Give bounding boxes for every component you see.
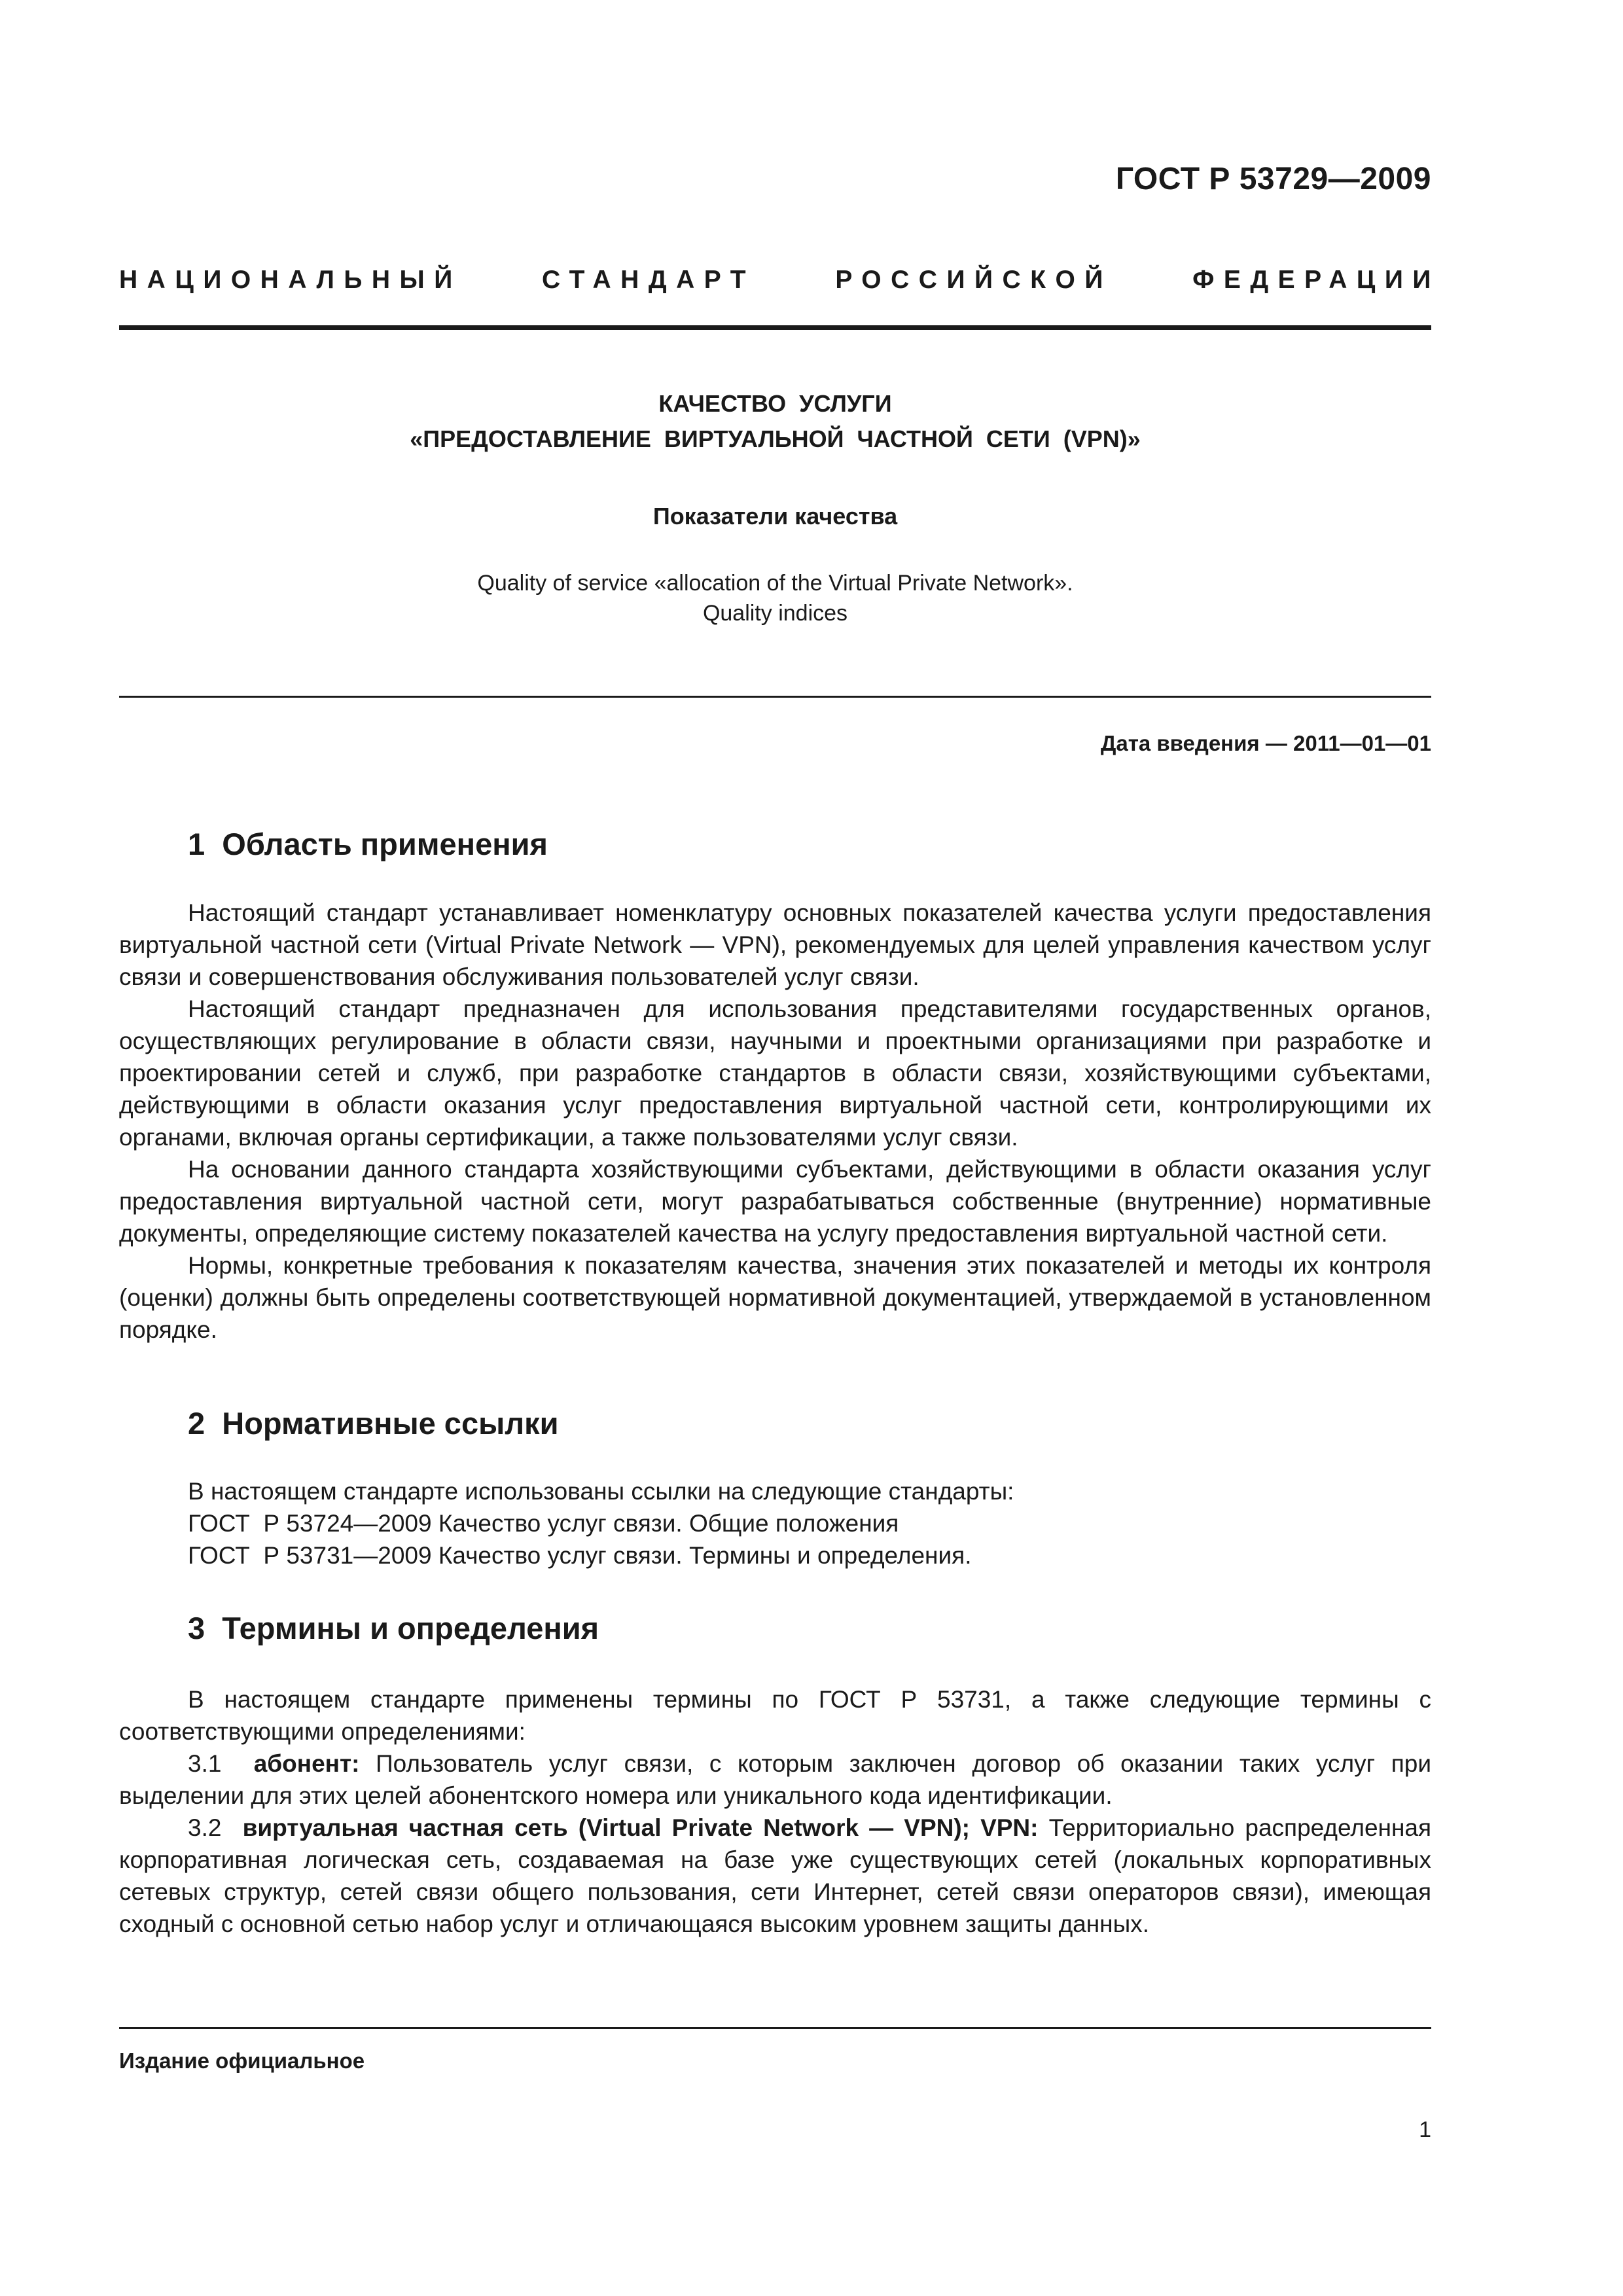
term-number: 3.1 (188, 1750, 222, 1777)
edition-label: Издание официальное (119, 2049, 365, 2073)
term-text: Пользователь услуг связи, с которым заключен договор об оказании таких услуг при выделении для этих целей абонентского номера или уникального кода идентификации. (119, 1750, 1431, 1809)
banner-word: РОССИЙСКОЙ (835, 266, 1113, 294)
term-name: виртуальная частная сеть (Virtual Private Network — VPN); VPN: (242, 1814, 1039, 1841)
document-code: ГОСТ Р 53729—2009 (1115, 162, 1431, 196)
english-title-line-1: Quality of service «allocation of the Virtual Private Network». (477, 571, 1073, 596)
term-number: 3.2 (188, 1814, 222, 1841)
reference-line: ГОСТ Р 53731—2009 Качество услуг связи. Термины и определения. (188, 1542, 972, 1569)
national-standard-banner (119, 266, 1440, 295)
reference-line: ГОСТ Р 53724—2009 Качество услуг связи. Общие положения (188, 1510, 899, 1537)
header-divider (119, 325, 1431, 330)
section-1-heading: 1 Область применения (188, 827, 548, 861)
banner-word: СТАНДАРТ (541, 266, 756, 294)
title-line-2: «ПРЕДОСТАВЛЕНИЕ ВИРТУАЛЬНОЙ ЧАСТНОЙ СЕТИ (VPN)» (410, 425, 1141, 452)
paragraph: Нормы, конкретные требования к показателям качества, значения этих показателей и методы их контроля (оценки) должны быть определены соответствующей нормативной документацией, утверждаемой в установленном порядке. (119, 1252, 1431, 1343)
banner-word: ФЕДЕРАЦИИ (1192, 266, 1440, 294)
section-1-body (119, 897, 1431, 1346)
section-3-body (119, 1683, 1431, 1940)
term-name: абонент: (253, 1750, 360, 1777)
footer-divider (119, 2027, 1431, 2029)
section-2-body (119, 1475, 1431, 1571)
page-number: 1 (1419, 2117, 1431, 2142)
paragraph: В настоящем стандарте применены термины по ГОСТ Р 53731, а также следующие термины с соответствующими определениями: (119, 1686, 1431, 1745)
section-3-heading: 3 Термины и определения (188, 1611, 599, 1645)
term-text: Территориально распределенная корпоративная логическая сеть, создаваемая на базе уже существующих сетей (локальных корпоративных сетевых структур, сетей связи общего пользования, сети Интернет, сетей связи операторов связи), имеющая сходный с основной сетью набор услуг и отличающаяся высоким уровнем защиты данных. (119, 1814, 1431, 1937)
title-divider (119, 696, 1431, 698)
reference-line: В настоящем стандарте использованы ссылки на следующие стандарты: (188, 1478, 1014, 1505)
banner-word: НАЦИОНАЛЬНЫЙ (119, 266, 462, 294)
subtitle: Показатели качества (652, 503, 898, 529)
english-title-line-2: Quality indices (702, 601, 848, 626)
paragraph: На основании данного стандарта хозяйствующими субъектами, действующими в области оказания услуг предоставления виртуальной частной сети, могут разрабатываться собственные (внутренние) нормативные документы, определяющие систему показателей качества на услугу предоставления виртуальной частной сети. (119, 1156, 1431, 1247)
introduction-date: Дата введения — 2011—01—01 (1100, 731, 1431, 755)
section-2-heading: 2 Нормативные ссылки (188, 1406, 559, 1441)
paragraph: Настоящий стандарт устанавливает номенклатуру основных показателей качества услуги предоставления виртуальной частной сети (Virtual Private Network — VPN), рекомендуемых для целей управления качеством услуг связи и совершенствования обслуживания пользователей услуг связи. (119, 899, 1431, 990)
term-definition (119, 1748, 1431, 1812)
paragraph: Настоящий стандарт предназначен для использования представителями государственных органов, осуществляющих регулирование в области связи, научными и проектными организациями при разработке и проектировании сетей и служб, при разработке стандартов в области связи, хозяйствующими субъектами, действующими в области оказания услуг предоставления виртуальной частной сети, контролирующими их органами, включая органы сертификации, а также пользователями услуг связи. (119, 996, 1431, 1151)
title-line-1: КАЧЕСТВО УСЛУГИ (658, 390, 892, 417)
term-definition (119, 1812, 1431, 1940)
